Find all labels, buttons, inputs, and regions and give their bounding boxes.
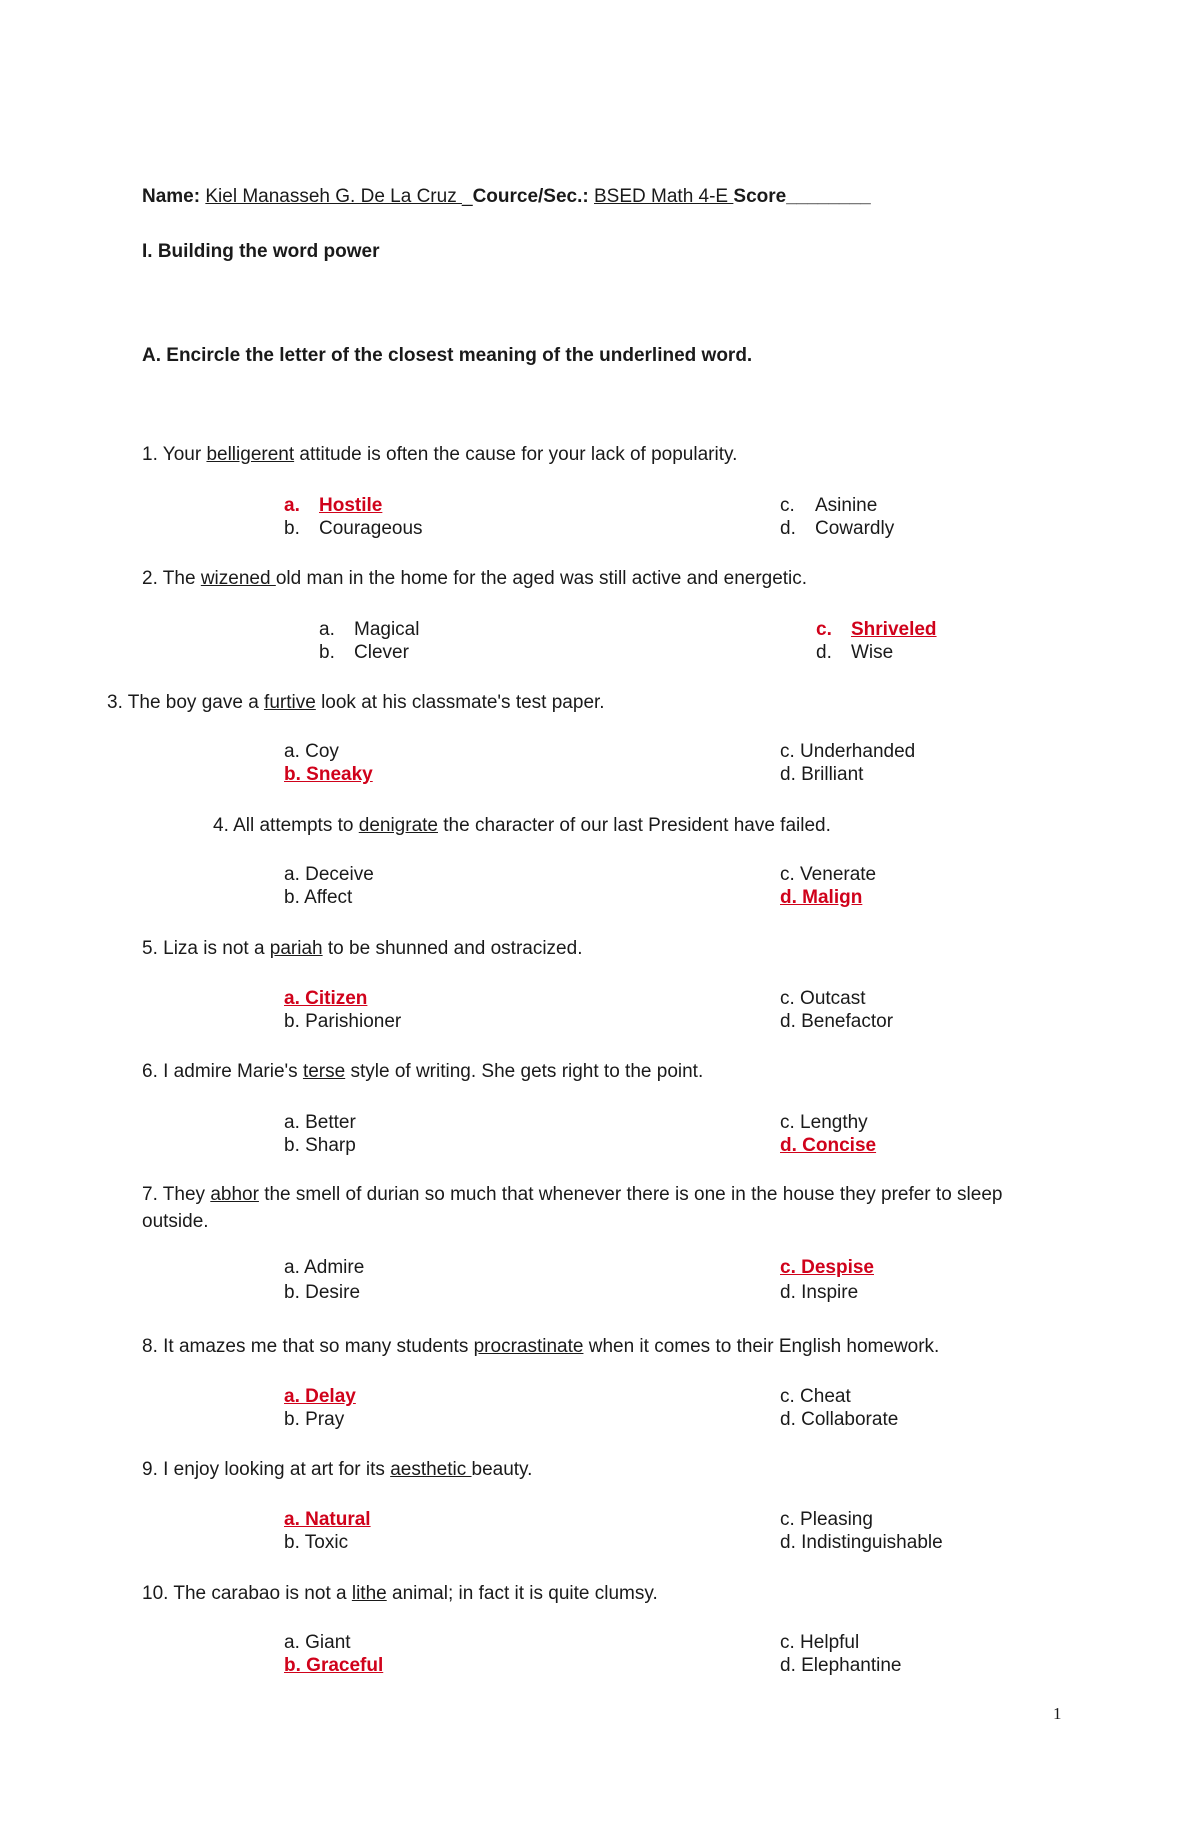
option-d-answer: d. Malign [780,887,863,908]
option-marker: a. [319,619,335,640]
question-1 [142,444,737,466]
option-a-answer: a. Citizen [284,988,368,1009]
option-b-answer: b. Graceful [284,1655,384,1676]
question-7 [142,1184,1002,1206]
option-text: Wise [851,642,894,663]
question-text: animal; in fact it is quite clumsy. [386,1583,658,1604]
option-a: a. Admire [284,1257,365,1278]
option-d: d. Inspire [780,1282,859,1303]
option-text: Asinine [815,495,878,516]
question-text: 2. The [142,568,201,589]
question-9 [142,1459,532,1481]
option-a-answer: a. Delay [284,1386,356,1407]
option-d: d. Collaborate [780,1409,899,1430]
student-header [142,186,871,208]
question-text: the smell of durian so much that whenever there is one in the house they prefer to sleep [258,1184,1003,1205]
question-text: when it comes to their English homework. [583,1336,940,1357]
question-text: old man in the home for the aged was still active and energetic. [275,568,808,589]
option-d-answer: d. Concise [780,1135,877,1156]
option-c: c. Cheat [780,1386,851,1407]
option-marker: c. [816,619,832,640]
underlined-word: procrastinate [473,1336,584,1357]
question-text: 10. The carabao is not a [142,1583,352,1604]
option-c-answer: c. Despise [780,1257,874,1278]
course-label: Cource/Sec.: [472,186,589,207]
option-marker: c. [780,495,795,516]
underlined-word: terse [302,1061,346,1082]
question-text: the character of our last President have failed. [437,815,831,836]
option-marker: d. [780,518,796,539]
option-text: Hostile [319,495,383,516]
option-b: b. Pray [284,1409,345,1430]
option-b-answer: b. Sneaky [284,764,373,785]
option-c: c. Outcast [780,988,866,1009]
option-b: b. Affect [284,887,353,908]
underlined-word: pariah [269,938,323,959]
question-text: 5. Liza is not a [142,938,270,959]
course-value: BSED Math 4-E [594,186,734,207]
option-text: Magical [354,619,420,640]
question-text: to be shunned and ostracized. [322,938,583,959]
question-text: 7. They [142,1184,211,1205]
option-b [319,642,409,664]
option-marker: b. [284,518,300,539]
option-c-answer [816,619,937,641]
name-value: Kiel Manasseh G. De La Cruz [205,186,462,207]
option-b: b. Parishioner [284,1011,402,1032]
option-d: d. Brilliant [780,764,864,785]
question-2 [142,568,807,590]
option-d: d. Benefactor [780,1011,894,1032]
question-8 [142,1336,939,1358]
option-b: b. Toxic [284,1532,349,1553]
option-a: a. Better [284,1112,356,1133]
header-gap: _ [461,186,473,207]
option-a: a. Coy [284,741,339,762]
option-d [780,518,894,540]
underlined-word: furtive [264,692,316,713]
option-marker: b. [319,642,335,663]
question-text: 8. It amazes me that so many students [142,1336,474,1357]
underlined-word: aesthetic [390,1459,472,1480]
question-text: 9. I enjoy looking at art for its [142,1459,391,1480]
underlined-word: abhor [210,1184,259,1205]
option-a: a. Deceive [284,864,374,885]
option-b [284,518,423,540]
question-text: 6. I admire Marie's [142,1061,303,1082]
score-label: Score________ [733,186,871,207]
question-text: style of writing. She gets right to the point. [345,1061,704,1082]
option-d: d. Elephantine [780,1655,902,1676]
underlined-word: denigrate [358,815,438,836]
option-text: Clever [354,642,409,663]
section-title: I. Building the word power [142,241,380,262]
option-d [816,642,893,664]
question-7-continuation: outside. [142,1211,209,1232]
underlined-word: wizened [200,568,276,589]
instruction: A. Encircle the letter of the closest meaning of the underlined word. [142,345,753,366]
question-text: look at his classmate's test paper. [315,692,605,713]
question-text: attitude is often the cause for your lack of popularity. [294,444,738,465]
question-text: 4. All attempts to [213,815,359,836]
option-text: Cowardly [815,518,895,539]
option-b: b. Desire [284,1282,361,1303]
question-5 [142,938,582,960]
page-number: 1 [1053,1704,1062,1723]
option-d: d. Indistinguishable [780,1532,943,1553]
option-a-answer [284,495,382,517]
option-a [319,619,419,641]
option-c: c. Venerate [780,864,877,885]
underlined-word: lithe [351,1583,387,1604]
option-c: c. Lengthy [780,1112,868,1133]
question-text: beauty. [471,1459,533,1480]
option-marker: a. [284,495,300,516]
option-c: c. Underhanded [780,741,916,762]
option-b: b. Sharp [284,1135,356,1156]
question-text: 3. The boy gave a [107,692,265,713]
option-a: a. Giant [284,1632,351,1653]
name-label: Name: [142,186,201,207]
question-3 [107,692,605,714]
option-c: c. Pleasing [780,1509,873,1530]
option-a-answer: a. Natural [284,1509,371,1530]
option-c [780,495,877,517]
option-c: c. Helpful [780,1632,860,1653]
question-10 [142,1583,658,1605]
question-text: 1. Your [142,444,207,465]
question-6 [142,1061,703,1083]
option-text: Courageous [319,518,423,539]
option-text: Shriveled [851,619,937,640]
underlined-word: belligerent [206,444,295,465]
option-marker: d. [816,642,832,663]
question-4 [213,815,831,837]
